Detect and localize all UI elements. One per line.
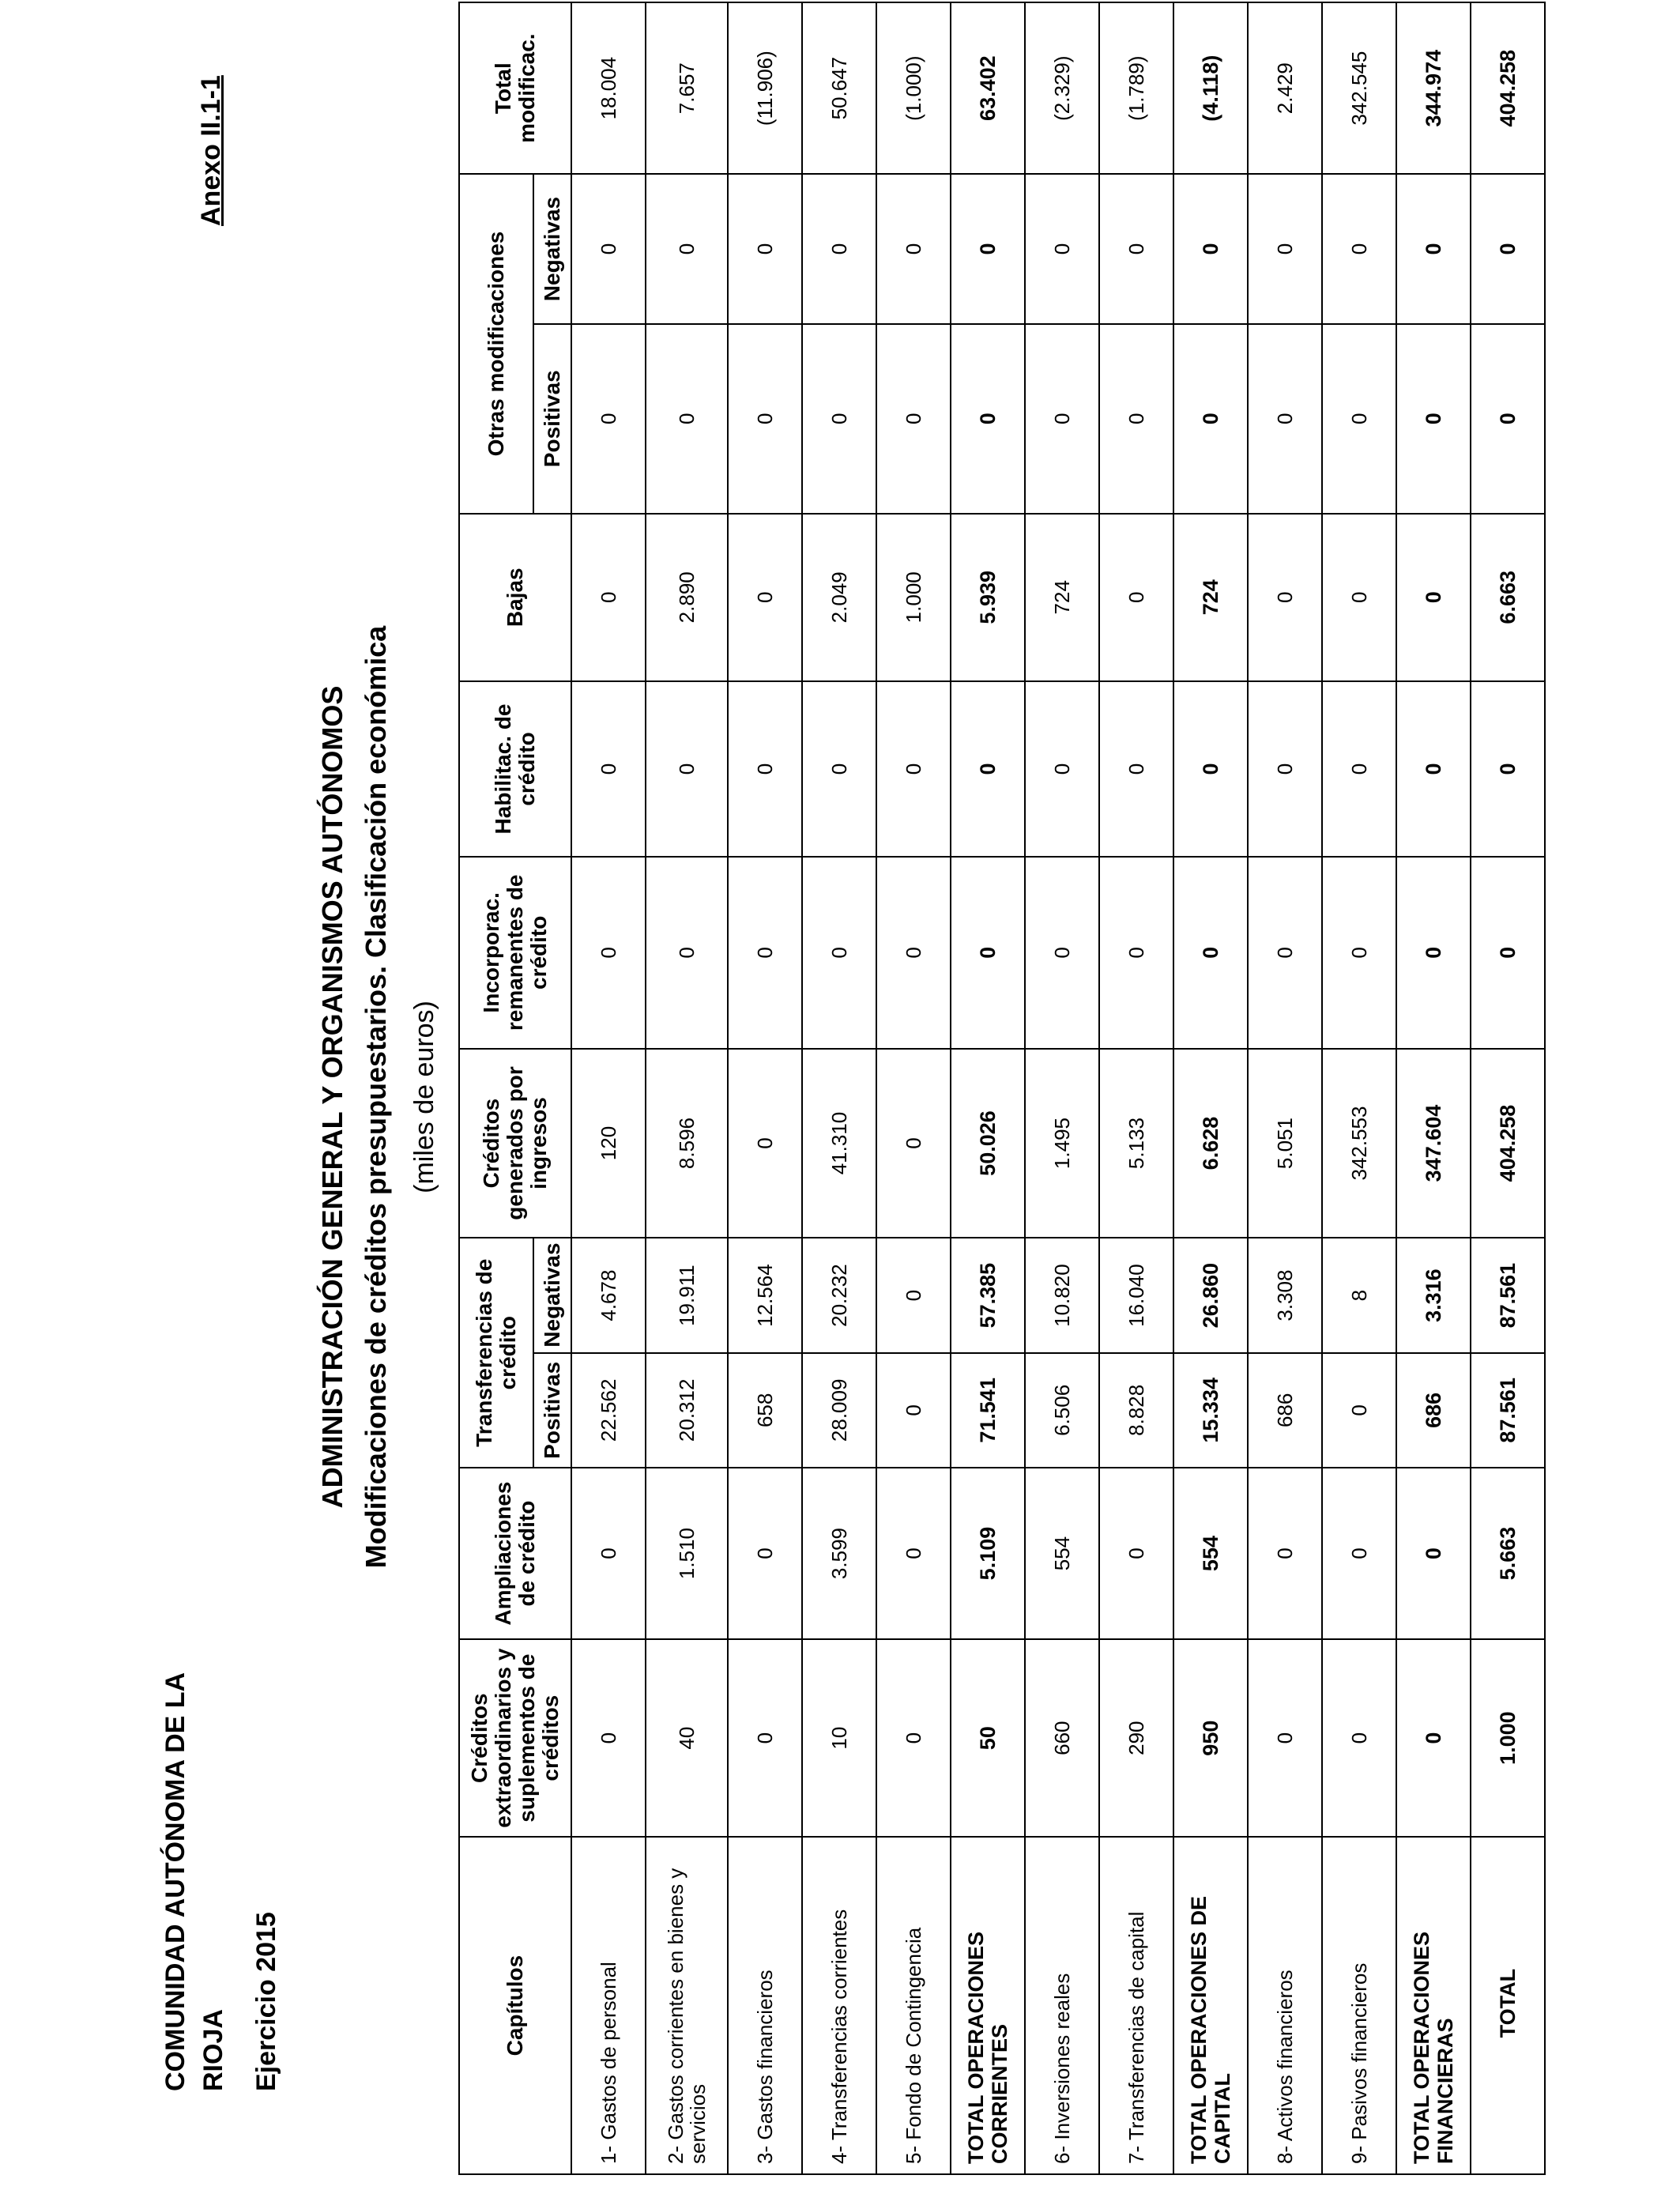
- cell-tneg: 0: [876, 1238, 951, 1352]
- cell-gen: 0: [728, 1049, 802, 1238]
- table-row: [1471, 2, 1545, 2174]
- table-row: [876, 2, 951, 2174]
- cell-extra: 950: [1173, 1639, 1248, 1837]
- annex-label: Anexo II.1-1: [196, 75, 226, 226]
- cell-tneg: 10.820: [1025, 1238, 1099, 1352]
- cell-ampl: 5.663: [1471, 1468, 1545, 1639]
- cell-gen: 6.628: [1173, 1049, 1248, 1238]
- table-row: [951, 2, 1025, 2174]
- cell-opos: 0: [876, 324, 951, 514]
- cell-gen: 120: [571, 1049, 646, 1238]
- cell-gen: 8.596: [646, 1049, 728, 1238]
- col-transf-negativas: Negativas: [533, 1238, 571, 1352]
- cell-opos: 0: [646, 324, 728, 514]
- col-extraordinarios: Créditos extraordinarios y suplementos de créditos: [459, 1639, 571, 1837]
- table-body: [571, 2, 1545, 2174]
- col-incorporac: Incorporac. remanentes de crédito: [459, 857, 571, 1048]
- col-ampliaciones: Ampliaciones de crédito: [459, 1468, 571, 1639]
- cell-tneg: 26.860: [1173, 1238, 1248, 1352]
- cell-tpos: 28.009: [802, 1353, 876, 1468]
- cell-extra: 0: [1248, 1639, 1322, 1837]
- col-otras-positivas: Positivas: [533, 324, 571, 514]
- cell-hab: 0: [1396, 681, 1471, 857]
- table-row: [728, 2, 802, 2174]
- cell-opos: 0: [1025, 324, 1099, 514]
- cell-tneg: 87.561: [1471, 1238, 1545, 1352]
- cell-bajas: 724: [1173, 514, 1248, 681]
- cell-total: 18.004: [571, 2, 646, 174]
- cell-tneg: 19.911: [646, 1238, 728, 1352]
- cell-extra: 0: [571, 1639, 646, 1837]
- cell-total: (1.000): [876, 2, 951, 174]
- cell-bajas: 2.049: [802, 514, 876, 681]
- cell-inc: 0: [876, 857, 951, 1048]
- cell-tpos: 0: [1322, 1353, 1396, 1468]
- cell-hab: 0: [571, 681, 646, 857]
- cell-bajas: 0: [1396, 514, 1471, 681]
- cell-total: (11.906): [728, 2, 802, 174]
- cell-oneg: 0: [1099, 174, 1173, 323]
- cell-opos: 0: [728, 324, 802, 514]
- cell-hab: 0: [1322, 681, 1396, 857]
- cell-tpos: 8.828: [1099, 1353, 1173, 1468]
- row-label: 9- Pasivos financieros: [1322, 1837, 1396, 2174]
- cell-extra: 40: [646, 1639, 728, 1837]
- cell-opos: 0: [1099, 324, 1173, 514]
- row-label: TOTAL OPERACIONES FINANCIERAS: [1396, 1837, 1471, 2174]
- cell-gen: 0: [876, 1049, 951, 1238]
- col-capitulos: Capítulos: [459, 1837, 571, 2174]
- cell-bajas: 0: [728, 514, 802, 681]
- cell-ampl: 0: [728, 1468, 802, 1639]
- cell-bajas: 0: [1248, 514, 1322, 681]
- cell-ampl: 5.109: [951, 1468, 1025, 1639]
- cell-hab: 0: [951, 681, 1025, 857]
- table-row: [1322, 2, 1396, 2174]
- cell-oneg: 0: [1471, 174, 1545, 323]
- cell-tneg: 8: [1322, 1238, 1396, 1352]
- cell-tpos: 686: [1248, 1353, 1322, 1468]
- cell-hab: 0: [876, 681, 951, 857]
- row-label: 5- Fondo de Contingencia: [876, 1837, 951, 2174]
- cell-inc: 0: [1322, 857, 1396, 1048]
- cell-ampl: 0: [1099, 1468, 1173, 1639]
- cell-tpos: 0: [876, 1353, 951, 1468]
- cell-ampl: 0: [1322, 1468, 1396, 1639]
- row-label: TOTAL OPERACIONES CORRIENTES: [951, 1837, 1025, 2174]
- cell-total: 2.429: [1248, 2, 1322, 174]
- cell-bajas: 0: [571, 514, 646, 681]
- cell-tneg: 16.040: [1099, 1238, 1173, 1352]
- row-label: TOTAL OPERACIONES DE CAPITAL: [1173, 1837, 1248, 2174]
- row-label: 3- Gastos financieros: [728, 1837, 802, 2174]
- cell-tpos: 658: [728, 1353, 802, 1468]
- cell-tpos: 22.562: [571, 1353, 646, 1468]
- cell-gen: 1.495: [1025, 1049, 1099, 1238]
- cell-extra: 1.000: [1471, 1639, 1545, 1837]
- cell-hab: 0: [1248, 681, 1322, 857]
- cell-tneg: 3.308: [1248, 1238, 1322, 1352]
- cell-ampl: 554: [1173, 1468, 1248, 1639]
- cell-hab: 0: [802, 681, 876, 857]
- cell-bajas: 2.890: [646, 514, 728, 681]
- cell-gen: 347.604: [1396, 1049, 1471, 1238]
- row-label: 8- Activos financieros: [1248, 1837, 1322, 2174]
- cell-tneg: 3.316: [1396, 1238, 1471, 1352]
- cell-bajas: 5.939: [951, 514, 1025, 681]
- cell-ampl: 1.510: [646, 1468, 728, 1639]
- cell-hab: 0: [1471, 681, 1545, 857]
- cell-extra: 0: [876, 1639, 951, 1837]
- fiscal-year: Ejercicio 2015: [251, 1912, 281, 2091]
- col-transferencias: Transferencias de crédito: [459, 1238, 533, 1467]
- cell-extra: 10: [802, 1639, 876, 1837]
- cell-oneg: 0: [876, 174, 951, 323]
- cell-tneg: 20.232: [802, 1238, 876, 1352]
- cell-oneg: 0: [1322, 174, 1396, 323]
- cell-ampl: 0: [1396, 1468, 1471, 1639]
- cell-extra: 660: [1025, 1639, 1099, 1837]
- cell-oneg: 0: [802, 174, 876, 323]
- cell-extra: 0: [728, 1639, 802, 1837]
- cell-bajas: 6.663: [1471, 514, 1545, 681]
- cell-total: 50.647: [802, 2, 876, 174]
- cell-oneg: 0: [1396, 174, 1471, 323]
- cell-gen: 5.051: [1248, 1049, 1322, 1238]
- cell-extra: 290: [1099, 1639, 1173, 1837]
- cell-total: 404.258: [1471, 2, 1545, 174]
- cell-gen: 342.553: [1322, 1049, 1396, 1238]
- cell-inc: 0: [802, 857, 876, 1048]
- cell-oneg: 0: [951, 174, 1025, 323]
- entity-line-1: COMUNIDAD AUTÓNOMA DE LA: [160, 1672, 190, 2091]
- cell-oneg: 0: [571, 174, 646, 323]
- cell-inc: 0: [728, 857, 802, 1048]
- cell-opos: 0: [571, 324, 646, 514]
- row-label: 4- Transferencias corrientes: [802, 1837, 876, 2174]
- cell-opos: 0: [1396, 324, 1471, 514]
- cell-oneg: 0: [1248, 174, 1322, 323]
- cell-inc: 0: [1396, 857, 1471, 1048]
- cell-hab: 0: [1099, 681, 1173, 857]
- table-row: [1248, 2, 1322, 2174]
- table-row: [1025, 2, 1099, 2174]
- cell-hab: 0: [1173, 681, 1248, 857]
- cell-inc: 0: [1471, 857, 1545, 1048]
- cell-tpos: 15.334: [1173, 1353, 1248, 1468]
- cell-gen: 41.310: [802, 1049, 876, 1238]
- cell-total: 7.657: [646, 2, 728, 174]
- cell-bajas: 0: [1322, 514, 1396, 681]
- row-label: 2- Gastos corrientes en bienes y servicios: [646, 1837, 728, 2174]
- cell-inc: 0: [1099, 857, 1173, 1048]
- row-label: TOTAL: [1471, 1837, 1545, 2174]
- cell-total: (4.118): [1173, 2, 1248, 174]
- col-generados: Créditos generados por ingresos: [459, 1049, 571, 1238]
- cell-tpos: 6.506: [1025, 1353, 1099, 1468]
- cell-inc: 0: [646, 857, 728, 1048]
- entity-name: [156, 1672, 232, 2091]
- col-transf-positivas: Positivas: [533, 1353, 571, 1468]
- cell-bajas: 724: [1025, 514, 1099, 681]
- cell-opos: 0: [1248, 324, 1322, 514]
- col-bajas: Bajas: [459, 514, 571, 681]
- cell-tpos: 71.541: [951, 1353, 1025, 1468]
- cell-tneg: 57.385: [951, 1238, 1025, 1352]
- cell-extra: 0: [1396, 1639, 1471, 1837]
- cell-tpos: 20.312: [646, 1353, 728, 1468]
- table-row: [1173, 2, 1248, 2174]
- modifications-table: [458, 2, 1546, 2175]
- col-habilitac: Habilitac. de crédito: [459, 681, 571, 857]
- cell-inc: 0: [951, 857, 1025, 1048]
- cell-tneg: 12.564: [728, 1238, 802, 1352]
- cell-bajas: 1.000: [876, 514, 951, 681]
- cell-ampl: 0: [876, 1468, 951, 1639]
- cell-opos: 0: [1173, 324, 1248, 514]
- cell-oneg: 0: [646, 174, 728, 323]
- cell-total: (1.789): [1099, 2, 1173, 174]
- cell-hab: 0: [728, 681, 802, 857]
- cell-tneg: 4.678: [571, 1238, 646, 1352]
- cell-hab: 0: [1025, 681, 1099, 857]
- cell-opos: 0: [802, 324, 876, 514]
- cell-tpos: 87.561: [1471, 1353, 1545, 1468]
- cell-oneg: 0: [1173, 174, 1248, 323]
- cell-gen: 5.133: [1099, 1049, 1173, 1238]
- cell-total: 63.402: [951, 2, 1025, 174]
- page-title: ADMINISTRACIÓN GENERAL Y ORGANISMOS AUTÓNOMOS: [316, 685, 348, 1509]
- cell-total: 342.545: [1322, 2, 1396, 174]
- table-row: [1396, 2, 1471, 2174]
- col-otras-negativas: Negativas: [533, 174, 571, 323]
- cell-total: 344.974: [1396, 2, 1471, 174]
- cell-total: (2.329): [1025, 2, 1099, 174]
- cell-gen: 404.258: [1471, 1049, 1545, 1238]
- cell-inc: 0: [571, 857, 646, 1048]
- cell-opos: 0: [1471, 324, 1545, 514]
- col-otras: Otras modificaciones: [459, 174, 533, 513]
- cell-bajas: 0: [1099, 514, 1173, 681]
- cell-opos: 0: [951, 324, 1025, 514]
- entity-line-2: RIOJA: [198, 2009, 228, 2091]
- units-note: (miles de euros): [409, 1001, 439, 1193]
- table-row: [646, 2, 728, 2174]
- cell-ampl: 3.599: [802, 1468, 876, 1639]
- col-total: Total modificac.: [459, 2, 571, 174]
- row-label: 7- Transferencias de capital: [1099, 1837, 1173, 2174]
- cell-extra: 50: [951, 1639, 1025, 1837]
- cell-gen: 50.026: [951, 1049, 1025, 1238]
- table-row: [802, 2, 876, 2174]
- cell-oneg: 0: [1025, 174, 1099, 323]
- cell-ampl: 0: [571, 1468, 646, 1639]
- cell-inc: 0: [1248, 857, 1322, 1048]
- table-row: [571, 2, 646, 2174]
- cell-inc: 0: [1173, 857, 1248, 1048]
- cell-tpos: 686: [1396, 1353, 1471, 1468]
- page-subtitle: Modificaciones de créditos presupuestarios. Clasificación económica: [360, 625, 392, 1569]
- row-label: 6- Inversiones reales: [1025, 1837, 1099, 2174]
- table-row: [1099, 2, 1173, 2174]
- cell-ampl: 554: [1025, 1468, 1099, 1639]
- cell-ampl: 0: [1248, 1468, 1322, 1639]
- cell-hab: 0: [646, 681, 728, 857]
- row-label: 1- Gastos de personal: [571, 1837, 646, 2174]
- cell-inc: 0: [1025, 857, 1099, 1048]
- cell-oneg: 0: [728, 174, 802, 323]
- cell-opos: 0: [1322, 324, 1396, 514]
- cell-extra: 0: [1322, 1639, 1396, 1837]
